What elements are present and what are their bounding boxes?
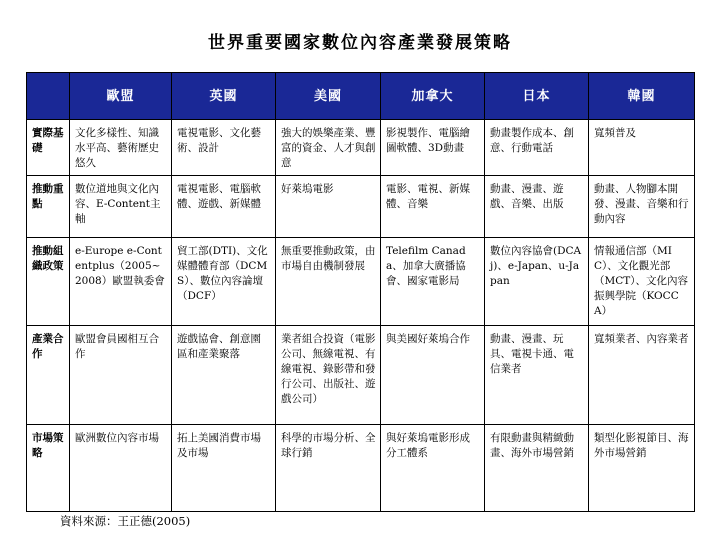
table-cell: 類型化影視節目、海外市場營銷 [589,425,695,512]
table-row [27,120,695,176]
table-cell: 有限動畫與精緻動畫、海外市場營銷 [485,425,589,512]
table-row [27,326,695,425]
table-cell: 影視製作、電腦繪圖軟體、3D動畫 [381,120,485,176]
table-row [27,238,695,326]
table-cell: 數位道地與文化內容、E-Content主軸 [70,176,172,238]
source-note: 資料來源：王正德(2005) [60,514,191,528]
column-header-eu: 歐盟 [70,73,172,120]
table-cell: 動畫、漫畫、玩具、電視卡通、電信業者 [485,326,589,425]
table-cell: 電影、電視、新媒體、音樂 [381,176,485,238]
table-cell: 強大的娛樂產業、豐富的資金、人才與創意 [276,120,381,176]
table-cell: 歐盟會員國相互合作 [70,326,172,425]
table-cell: 好萊塢電影 [276,176,381,238]
table-cell: 動畫、漫畫、遊戲、音樂、出版 [485,176,589,238]
table-row [27,425,695,512]
table-cell: Telefilm Canada、加拿大廣播協會、國家電影局 [381,238,485,326]
table-cell: 動畫製作成本、創意、行動電話 [485,120,589,176]
column-header-japan: 日本 [485,73,589,120]
table-cell: 遊戲協會、創意園區和產業聚落 [172,326,276,425]
table-cell: 電視電影、文化藝術、設計 [172,120,276,176]
column-header-uk: 英國 [172,73,276,120]
strategy-table [26,72,695,512]
row-header: 產業合作 [27,326,70,425]
table-cell: 寬頻業者、內容業者 [589,326,695,425]
column-header-korea: 韓國 [589,73,695,120]
table-cell: 與好萊塢電影形成分工體系 [381,425,485,512]
table-cell: 數位內容協會(DCAj)、e-Japan、u-Japan [485,238,589,326]
table-cell: 與美國好萊塢合作 [381,326,485,425]
table-cell: 拓上美國消費市場及市場 [172,425,276,512]
column-header-us: 美國 [276,73,381,120]
table-cell: e-Europe e-Contentplus（2005~2008）歐盟執委會 [70,238,172,326]
table-cell: 動畫、人物腳本開發、漫畫、音樂和行動內容 [589,176,695,238]
corner-header [27,73,70,120]
table-cell: 情報通信部（MIC）、文化觀光部（MCT）、文化內容振興學院（KOCCA） [589,238,695,326]
row-header: 推動組織政策 [27,238,70,326]
table-cell: 寬頻普及 [589,120,695,176]
table-cell: 文化多樣性、知識水平高、藝術歷史悠久 [70,120,172,176]
row-header: 實際基礎 [27,120,70,176]
table-cell: 電視電影、電腦軟體、遊戲、新媒體 [172,176,276,238]
table-cell: 業者組合投資（電影公司、無線電視、有線電視、錄影帶和發行公司、出版社、遊戲公司） [276,326,381,425]
row-header: 市場策略 [27,425,70,512]
table-cell: 貿工部(DTI)、文化媒體體育部（DCMS）、數位內容論壇（DCF） [172,238,276,326]
column-header-canada: 加拿大 [381,73,485,120]
table-cell: 科學的市場分析、全球行銷 [276,425,381,512]
table-row [27,176,695,238]
table-cell: 歐洲數位內容市場 [70,425,172,512]
table-cell: 無重要推動政策，由市場自由機制發展 [276,238,381,326]
row-header: 推動重點 [27,176,70,238]
page-title: 世界重要國家數位內容產業發展策略 [208,33,512,53]
header-row [27,73,695,120]
